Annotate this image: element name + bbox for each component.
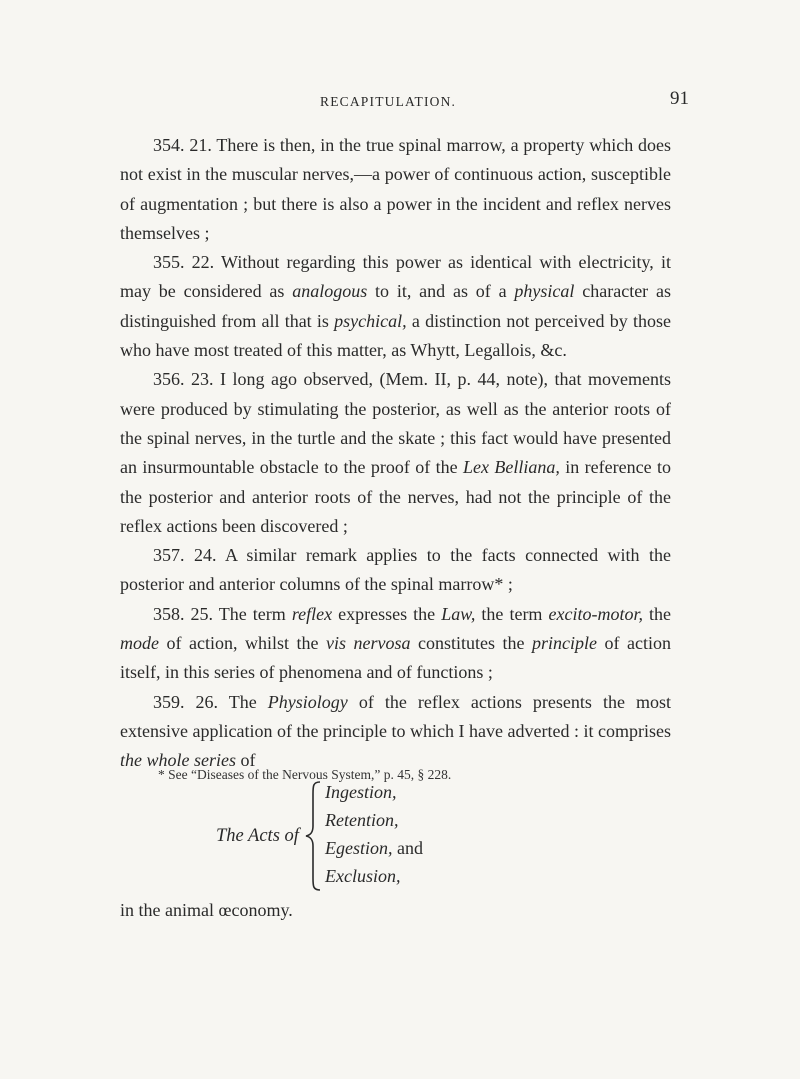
paragraph-text: constitutes the <box>410 633 533 654</box>
paragraph-text: the term <box>475 603 549 624</box>
paragraph-text: a distinction not perceived by those who have most treated of this matter, as Whytt, Legallois, &c. <box>120 310 672 361</box>
page-number: 91 <box>670 88 689 109</box>
paragraph-text: the <box>642 603 671 624</box>
paragraph-357 <box>120 541 671 600</box>
paragraph-356 <box>120 365 671 541</box>
paragraph-text: expresses the <box>332 603 442 624</box>
italic-term: Lex Belliana, <box>463 457 560 478</box>
italic-term: principle <box>532 633 598 654</box>
act-item-retention <box>325 806 423 834</box>
italic-term: psychical, <box>334 310 407 331</box>
italic-term: reflex <box>291 603 333 624</box>
act-conjunction: and <box>397 837 423 858</box>
paragraph-text: of the reflex actions presents the most extensive application of the principle to which I have adverted : it comprises <box>120 691 671 741</box>
closing-line: in the animal œconomy. <box>120 899 293 920</box>
paragraph-text: of action, whilst the <box>159 633 327 654</box>
act-label: Retention, <box>325 809 399 830</box>
paragraph-text: There is then, in the true spinal marrow, a property which does not exist in the muscular nerves,—a power of continuous action, susceptible of augmentation ; but there is also a power in the incident and reflex nerves themselves ; <box>120 135 672 243</box>
act-label: Ingestion, <box>325 781 397 802</box>
paragraph-text: in reference to the posterior and anterior roots of the nerves, had not the principle of the reflex actions been discovered ; <box>120 457 671 536</box>
italic-term: Physiology <box>267 691 348 712</box>
footnote: * See “Diseases of the Nervous System,” p. 45, § 228. <box>158 767 452 782</box>
paragraph-number: 357. 24. <box>153 545 217 566</box>
paragraph-text: Without regarding this power as identical with electricity, it may be considered as <box>120 252 671 302</box>
acts-items <box>325 778 423 890</box>
italic-term: analogous <box>292 281 368 302</box>
italic-term: physical <box>514 281 575 302</box>
paragraph-number: 354. 21. <box>153 135 212 155</box>
paragraph-text: I long ago observed, (Mem. II, p. 44, note), that movements were produced by stimulating the posterior, as well as the anterior roots of the spinal nerves, in the turtle and the skate ; this fact would have presented an insurmountable obstacle to the proof of the <box>120 369 672 478</box>
curly-brace-icon <box>304 780 322 892</box>
paragraph-number: 355. 22. <box>153 252 215 273</box>
paragraph-text: to it, and as of a <box>367 281 515 302</box>
act-item-exclusion <box>325 862 423 890</box>
paragraph-text: character as distinguished from all that is <box>120 281 671 331</box>
italic-term: the whole series <box>120 750 236 771</box>
italic-term: excito-motor, <box>548 603 643 624</box>
act-item-egestion <box>325 834 423 862</box>
italic-term: mode <box>120 633 159 654</box>
paragraph-358 <box>120 600 671 688</box>
paragraph-number: 358. 25. <box>153 603 214 624</box>
paragraph-text: of <box>235 750 256 771</box>
act-label: Exclusion, <box>325 865 401 886</box>
paragraph-number: 356. 23. <box>153 369 214 390</box>
paragraph-number: 359. 26. <box>153 691 219 712</box>
body-text <box>120 131 671 925</box>
italic-term: vis nervosa <box>326 633 411 654</box>
acts-lead-label: The Acts of <box>216 825 299 846</box>
paragraph-text: of action itself, in this series of phenomena and of functions ; <box>120 633 672 683</box>
paragraph-359 <box>120 688 671 776</box>
paragraph-text: A similar remark applies to the facts connected with the posterior and anterior columns of the spinal marrow* ; <box>120 545 672 595</box>
acts-list-block <box>120 778 671 896</box>
running-head: RECAPITULATION. <box>320 94 457 109</box>
italic-term: Law, <box>441 603 476 624</box>
paragraph-text: The term <box>218 603 292 624</box>
paragraph-354 <box>120 131 671 248</box>
paragraph-355 <box>120 248 671 365</box>
paragraph-text: The <box>228 691 268 712</box>
act-label: Egestion, <box>325 837 393 858</box>
